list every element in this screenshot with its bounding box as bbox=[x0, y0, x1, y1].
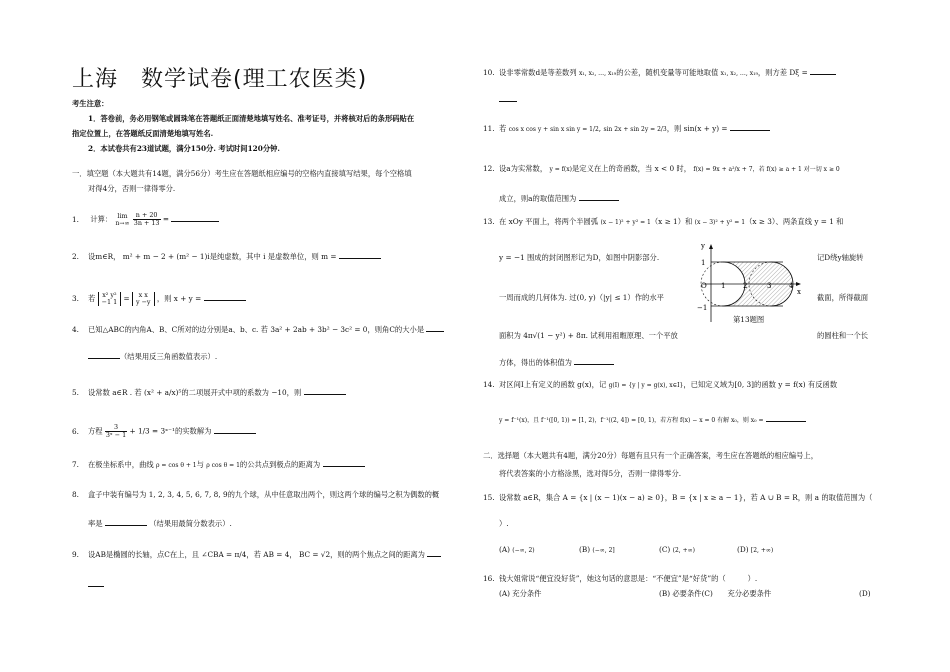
question-8: 8. 盒子中装有编号为 1, 2, 3, 4, 5, 6, 7, 8, 9的九个球，从中任意取出两个，则这两个球的编号之积为偶数的概 bbox=[72, 490, 440, 499]
question-14-line2: y = f⁻¹(x)，且 f⁻¹([0, 1)) = [1, 2)，f⁻¹((2, 4]) = [0, 1)，若方程 f(x) − x = 0 有解 x₀，则 x₀ = bbox=[499, 413, 806, 427]
question-14: 14. 对区间I上有定义的函数 g(x)，记 g(I) = {y | y = g(x), x∈I}，已知定义域为[0, 3]的函数 y = f(x) 有反函数 bbox=[483, 380, 838, 389]
question-13-line2-right: 记D绕y轴旋转 bbox=[817, 253, 864, 262]
q13-figure-caption: 第13题图 bbox=[733, 315, 765, 324]
question-9: 9. 设AB是椭圆的长轴，点C在上，且 ∠CBA = π/4，若 AB = 4， BC = √2，则的两个焦点之间的距离为 bbox=[72, 548, 441, 561]
question-13-line4-right: 的圆柱和一个长 bbox=[817, 331, 869, 340]
q15-option-c[interactable]: (C) (2, +∞) bbox=[659, 545, 695, 554]
fig-label-neg-one: −1 bbox=[697, 304, 708, 312]
q15-option-d[interactable]: (D) [2, +∞) bbox=[737, 545, 774, 554]
question-3: 3. 若 x² y² −1 1 = x x y −y ，则 x + y = bbox=[72, 292, 246, 306]
question-7: 7. 在极坐标系中，曲线 ρ = cos θ + 1与 ρ cos θ = 1的公共点到极点的距离为 bbox=[72, 458, 365, 472]
notice-heading: 考生注意： bbox=[72, 99, 109, 108]
question-2: 2. 设m∈R， m² + m − 2 + (m² − 1)i是纯虚数，其中 i 是虚数单位，则 m = bbox=[72, 250, 381, 263]
fig-label-y: y bbox=[701, 242, 705, 250]
q16-option-a[interactable]: (A) 充分条件 bbox=[499, 589, 542, 598]
question-4: 4. 已知△ABC的内角A、B、C所对的边分别是a、b、c. 若 3a² + 2ab + 3b² − 3c² = 0，则角C的大小是 bbox=[72, 323, 444, 336]
question-13-line3: 一周而成的几何体为. 过(0, y)（|y| ≤ 1）作的水平 bbox=[499, 293, 664, 302]
question-15-close: ）. bbox=[499, 519, 509, 528]
answer-blank-2[interactable] bbox=[339, 250, 381, 259]
section1-line2: 对得4分，否则一律得零分. bbox=[88, 184, 176, 193]
section2-line2: 将代表答案的小方格涂黑，选对得5分，否则一律得零分. bbox=[499, 469, 682, 478]
answer-blank-7[interactable] bbox=[323, 458, 365, 467]
section2-line1: 二．选择题（本大题共有4题，满分20分）每题有且只有一个正确答案，考生应在答题纸的相应编号上， bbox=[483, 451, 818, 460]
question-12-line2: 成立，则a的取值范围为 bbox=[499, 192, 619, 205]
answer-blank-8[interactable] bbox=[105, 517, 147, 526]
question-1: 1. 计算： lim n→∞ $\frac{n + 20}{3n + 13}$ = bbox=[72, 212, 219, 227]
answer-blank-11[interactable] bbox=[730, 122, 770, 131]
question-8-line2: 率是 （结果用最简分数表示）. bbox=[88, 519, 232, 528]
answer-blank-10[interactable] bbox=[810, 66, 836, 75]
question-12: 12. 设a为实常数， y = f(x)是定义在上的奇函数，当 x < 0 时， f(x) = 9x + a²/x + 7，若 f(x) ≥ a + 1 对一切 x ≥ 0 bbox=[483, 164, 840, 173]
question-13-line2: y = −1 围成的封闭图形记为D，如图中阴影部分. bbox=[499, 253, 660, 262]
fig-label-x3: 3 bbox=[767, 282, 772, 290]
answer-blank-14[interactable] bbox=[766, 413, 806, 422]
left-column bbox=[62, 0, 470, 672]
q16-option-b[interactable]: (B) 必要条件(C) 充分必要条件 bbox=[659, 589, 772, 598]
page-title: 上海 数学试卷(理工农医类) bbox=[72, 67, 368, 92]
answer-blank-6[interactable] bbox=[214, 425, 256, 434]
fig-label-x: x bbox=[797, 288, 801, 296]
question-5: 5. 设常数 a∈R . 若 (x² + a/x)⁵的二项展开式中项的系数为 −10，则 bbox=[72, 386, 346, 399]
notice-item1-line1: 1．答卷前，务必用钢笔或圆珠笔在答题纸正面清楚地填写姓名、准考证号，并将核对后的条形码贴在 bbox=[88, 114, 415, 123]
answer-blank-4[interactable] bbox=[426, 323, 444, 332]
section1-line1: 一．填空题（本大题共有14题，满分56分）考生应在答题纸相应编号的空格内直接填写结果，每个空格填 bbox=[72, 169, 412, 178]
right-column bbox=[483, 0, 883, 672]
answer-blank-5[interactable] bbox=[304, 386, 346, 395]
fig-label-x2: 2 bbox=[743, 282, 748, 290]
answer-blank-3[interactable] bbox=[204, 292, 246, 301]
fig-label-one: 1 bbox=[701, 259, 706, 267]
notice-item2: 2．本试卷共有23道试题，满分150分. 考试时间120分钟. bbox=[88, 144, 280, 153]
question-13-line4: 面积为 4π√(1 − y²) + 8π. 试利用祖暅原理、一个平放 bbox=[499, 331, 678, 340]
question-11: 11. 若 cos x cos y + sin x sin y = 1/2, sin 2x + sin 2y = 2/3，则 sin(x + y) = bbox=[483, 122, 770, 136]
question-13-line3-right: 截面，所得截面 bbox=[817, 293, 869, 302]
fig-label-x1: 1 bbox=[721, 282, 726, 290]
question-13-line5: 方体，得出的体积值为 bbox=[499, 356, 614, 369]
question-6: 6. 方程 $\frac{3}{\text{3ˣ − 1}}$ + 1/3 = 3ˣ⁻¹的实数解为 bbox=[72, 424, 256, 439]
q1-fraction: $\frac{n + 20}{3n + 13}$ bbox=[133, 211, 160, 227]
answer-blank-1[interactable] bbox=[171, 213, 219, 222]
answer-blank-9[interactable] bbox=[427, 548, 441, 557]
question-13: 13. 在 xOy 平面上，将两个半圆弧 (x − 1)² + y² = 1（x ≥ 1）和 (x − 3)² + y² = 1（x ≥ 3）、两条直线 y = 1 和 bbox=[483, 217, 844, 226]
question-10: 10. 设非零常数d是等差数列 x₁, x₂, …, x₁₉的公差，随机变量等可能地取值 x₁, x₂, …, x₁₉，则方差 Dξ = bbox=[483, 66, 836, 80]
fig-label-origin: O bbox=[701, 282, 707, 290]
question-15: 15. 设常数 a∈R，集合 A = {x | (x − 1)(x − a) ≥ 0}，B = {x | x ≥ a − 1}，若 A ∪ B = R，则 a 的取值范围为（ bbox=[483, 493, 873, 502]
q15-option-b[interactable]: (B) (−∞, 2] bbox=[579, 545, 615, 554]
q15-option-a[interactable]: (A) (−∞, 2) bbox=[499, 545, 535, 554]
answer-blank-12[interactable] bbox=[579, 192, 619, 201]
fig-label-x4: 4 bbox=[789, 282, 794, 290]
answer-blank-13[interactable] bbox=[574, 356, 614, 365]
question-16: 16. 钱大姐常说“便宜没好货”，她这句话的意思是：“不便宜”是“好货”的（ ）. bbox=[483, 574, 758, 583]
notice-item1-line2: 指定位置上，在答题纸反面清楚地填写姓名. bbox=[72, 129, 214, 138]
question-4-line2: （结果用反三角函数值表示）. bbox=[88, 350, 217, 363]
q16-option-d[interactable]: (D) bbox=[859, 589, 871, 598]
